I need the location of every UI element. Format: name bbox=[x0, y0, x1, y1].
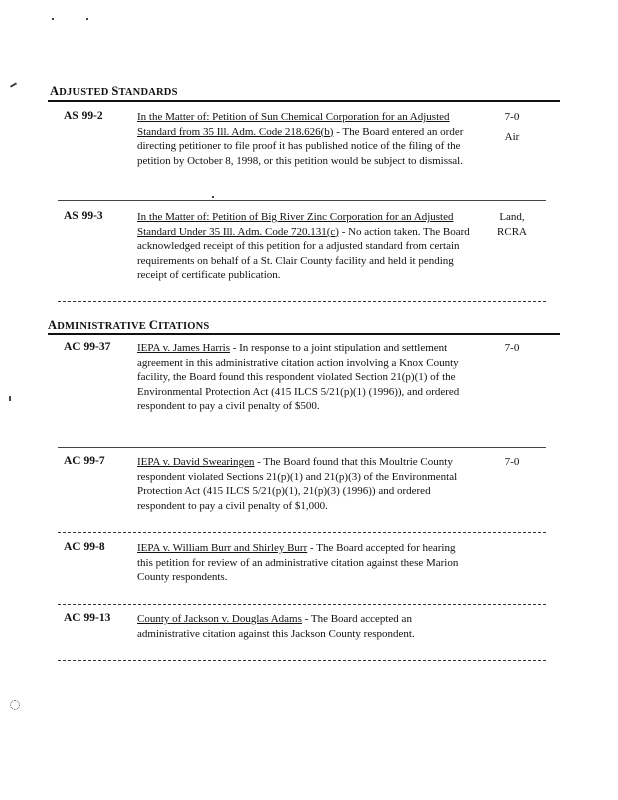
case-summary: - The Board found that this Moultrie County respondent violated Sections 21(p)(1) and 21(p)(3) of the Environmental Protection Act (415 ILCS 5/21(p)(1), 21(p)(3) (1996)) and ordered respondent to pay a civil penalty of $1,000. bbox=[137, 456, 458, 512]
scan-speck bbox=[9, 396, 11, 401]
section-title-administrative-citations bbox=[48, 318, 209, 333]
case-divider bbox=[58, 447, 546, 448]
scan-speck bbox=[212, 196, 214, 198]
case-description bbox=[137, 612, 470, 641]
case-vote: Land, bbox=[499, 211, 525, 223]
section-rule bbox=[48, 333, 560, 335]
title-rest: DMINISTRATIVE bbox=[57, 321, 149, 332]
title-rest: ITATIONS bbox=[158, 321, 210, 332]
case-summary: - The Board accepted for hearing this petition for review of an administrative citation against these Marion County respondents. bbox=[137, 542, 459, 584]
case-category: Air bbox=[504, 131, 520, 143]
case-id: AC 99-7 bbox=[64, 455, 105, 467]
case-category: RCRA bbox=[497, 226, 527, 238]
case-title: IEPA v. David Swearingen bbox=[137, 456, 255, 468]
case-title: IEPA v. James Harris bbox=[137, 342, 230, 354]
case-divider bbox=[58, 301, 546, 302]
case-title: In the Matter of: Petition of Big River Zinc Corporation for an Adjusted Standard Under 35 Ill. Adm. Code 720.131(c) bbox=[137, 211, 454, 238]
scan-speck bbox=[10, 700, 20, 710]
case-title: County of Jackson v. Douglas Adams bbox=[137, 613, 302, 625]
case-summary: - The Board accepted an administrative citation against this Jackson County respondent. bbox=[137, 613, 415, 640]
scan-speck bbox=[86, 18, 88, 20]
case-description bbox=[137, 210, 470, 283]
title-rest: DJUSTED bbox=[59, 87, 112, 98]
case-title: IEPA v. William Burr and Shirley Burr bbox=[137, 542, 308, 554]
case-description bbox=[137, 455, 470, 513]
case-divider bbox=[58, 604, 546, 605]
case-vote: 7-0 bbox=[504, 342, 520, 354]
title-initial: A bbox=[48, 318, 58, 332]
case-divider bbox=[58, 532, 546, 533]
case-vote: 7-0 bbox=[504, 111, 520, 123]
case-id: AC 99-8 bbox=[64, 541, 105, 553]
title-initial: A bbox=[50, 84, 60, 98]
case-title: In the Matter of: Petition of Sun Chemical Corporation for an Adjusted Standard from 35 Ill. Adm. Code 218.626(b) bbox=[137, 111, 450, 138]
title-initial: S bbox=[111, 84, 119, 98]
case-description bbox=[137, 541, 470, 585]
case-summary: - The Board entered an order directing petitioner to file proof it has published notice of the filing of the petition by October 8, 1998, or this petition would be subject to dismissal. bbox=[137, 125, 464, 167]
case-id: AC 99-13 bbox=[64, 612, 111, 624]
scan-speck bbox=[10, 82, 17, 87]
case-id: AC 99-37 bbox=[64, 341, 111, 353]
case-divider bbox=[58, 660, 546, 661]
case-description bbox=[137, 341, 470, 414]
section-title-adjusted-standards bbox=[50, 84, 178, 99]
case-vote: 7-0 bbox=[504, 456, 520, 468]
scan-speck bbox=[52, 18, 54, 20]
case-id: AS 99-3 bbox=[64, 210, 103, 222]
section-rule bbox=[48, 100, 560, 102]
case-description bbox=[137, 110, 470, 168]
case-summary: - In response to a joint stipulation and settlement agreement in this administrative citation action involving a Knox County facility, the Board found this respondent violated Section 21(p)(1) of the Environmental Protection Act (415 ILCS 5/21(p)(1) (1996)), and ordered respondent to pay a civil penalty of $500. bbox=[137, 342, 460, 413]
case-divider bbox=[58, 200, 546, 201]
title-initial: C bbox=[148, 318, 159, 332]
case-id: AS 99-2 bbox=[64, 110, 103, 122]
case-summary: - No action taken. The Board acknowledged receipt of this petition for a adjusted standard from certain requirements on behalf of a St. Clair County facility and held it pending receipt of certificate publication. bbox=[137, 225, 470, 282]
title-rest: TANDARDS bbox=[118, 87, 178, 98]
